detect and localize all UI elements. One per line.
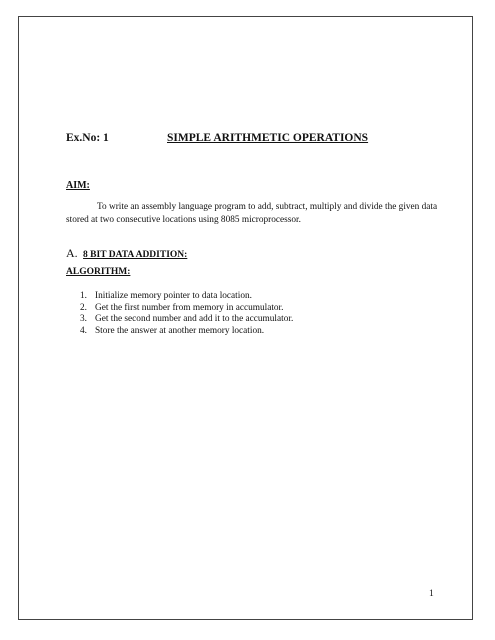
page-number: 1: [429, 589, 434, 599]
aim-heading: AIM:: [66, 180, 90, 191]
step-text: Get the first number from memory in accumulator.: [95, 302, 284, 313]
step-number: 2.: [80, 302, 87, 313]
step-number: 4.: [80, 325, 87, 336]
aim-paragraph: To write an assembly language program to add, subtract, multiply and divide the given data stored at two consecutive locations using 8085 microprocessor.: [66, 202, 438, 225]
algorithm-step: [80, 291, 293, 303]
algorithm-step: [80, 314, 293, 326]
section-heading: [66, 246, 187, 261]
step-number: 3.: [80, 314, 87, 324]
exercise-number: Ex.No: 1: [66, 132, 109, 144]
document-title: SIMPLE ARITHMETIC OPERATIONS: [167, 132, 369, 144]
step-number: 1.: [80, 291, 87, 301]
step-text: Initialize memory pointer to data location.: [95, 291, 252, 301]
step-text: Store the answer at another memory location.: [95, 325, 265, 336]
step-text: Get the second number and add it to the accumulator.: [95, 314, 294, 324]
section-letter: A.: [66, 246, 78, 260]
algorithm-heading: ALGORITHM:: [66, 267, 131, 277]
algorithm-step: [80, 326, 293, 338]
section-title: 8 BIT DATA ADDITION:: [83, 250, 188, 260]
algorithm-steps: [80, 291, 293, 337]
algorithm-step: [80, 303, 293, 315]
